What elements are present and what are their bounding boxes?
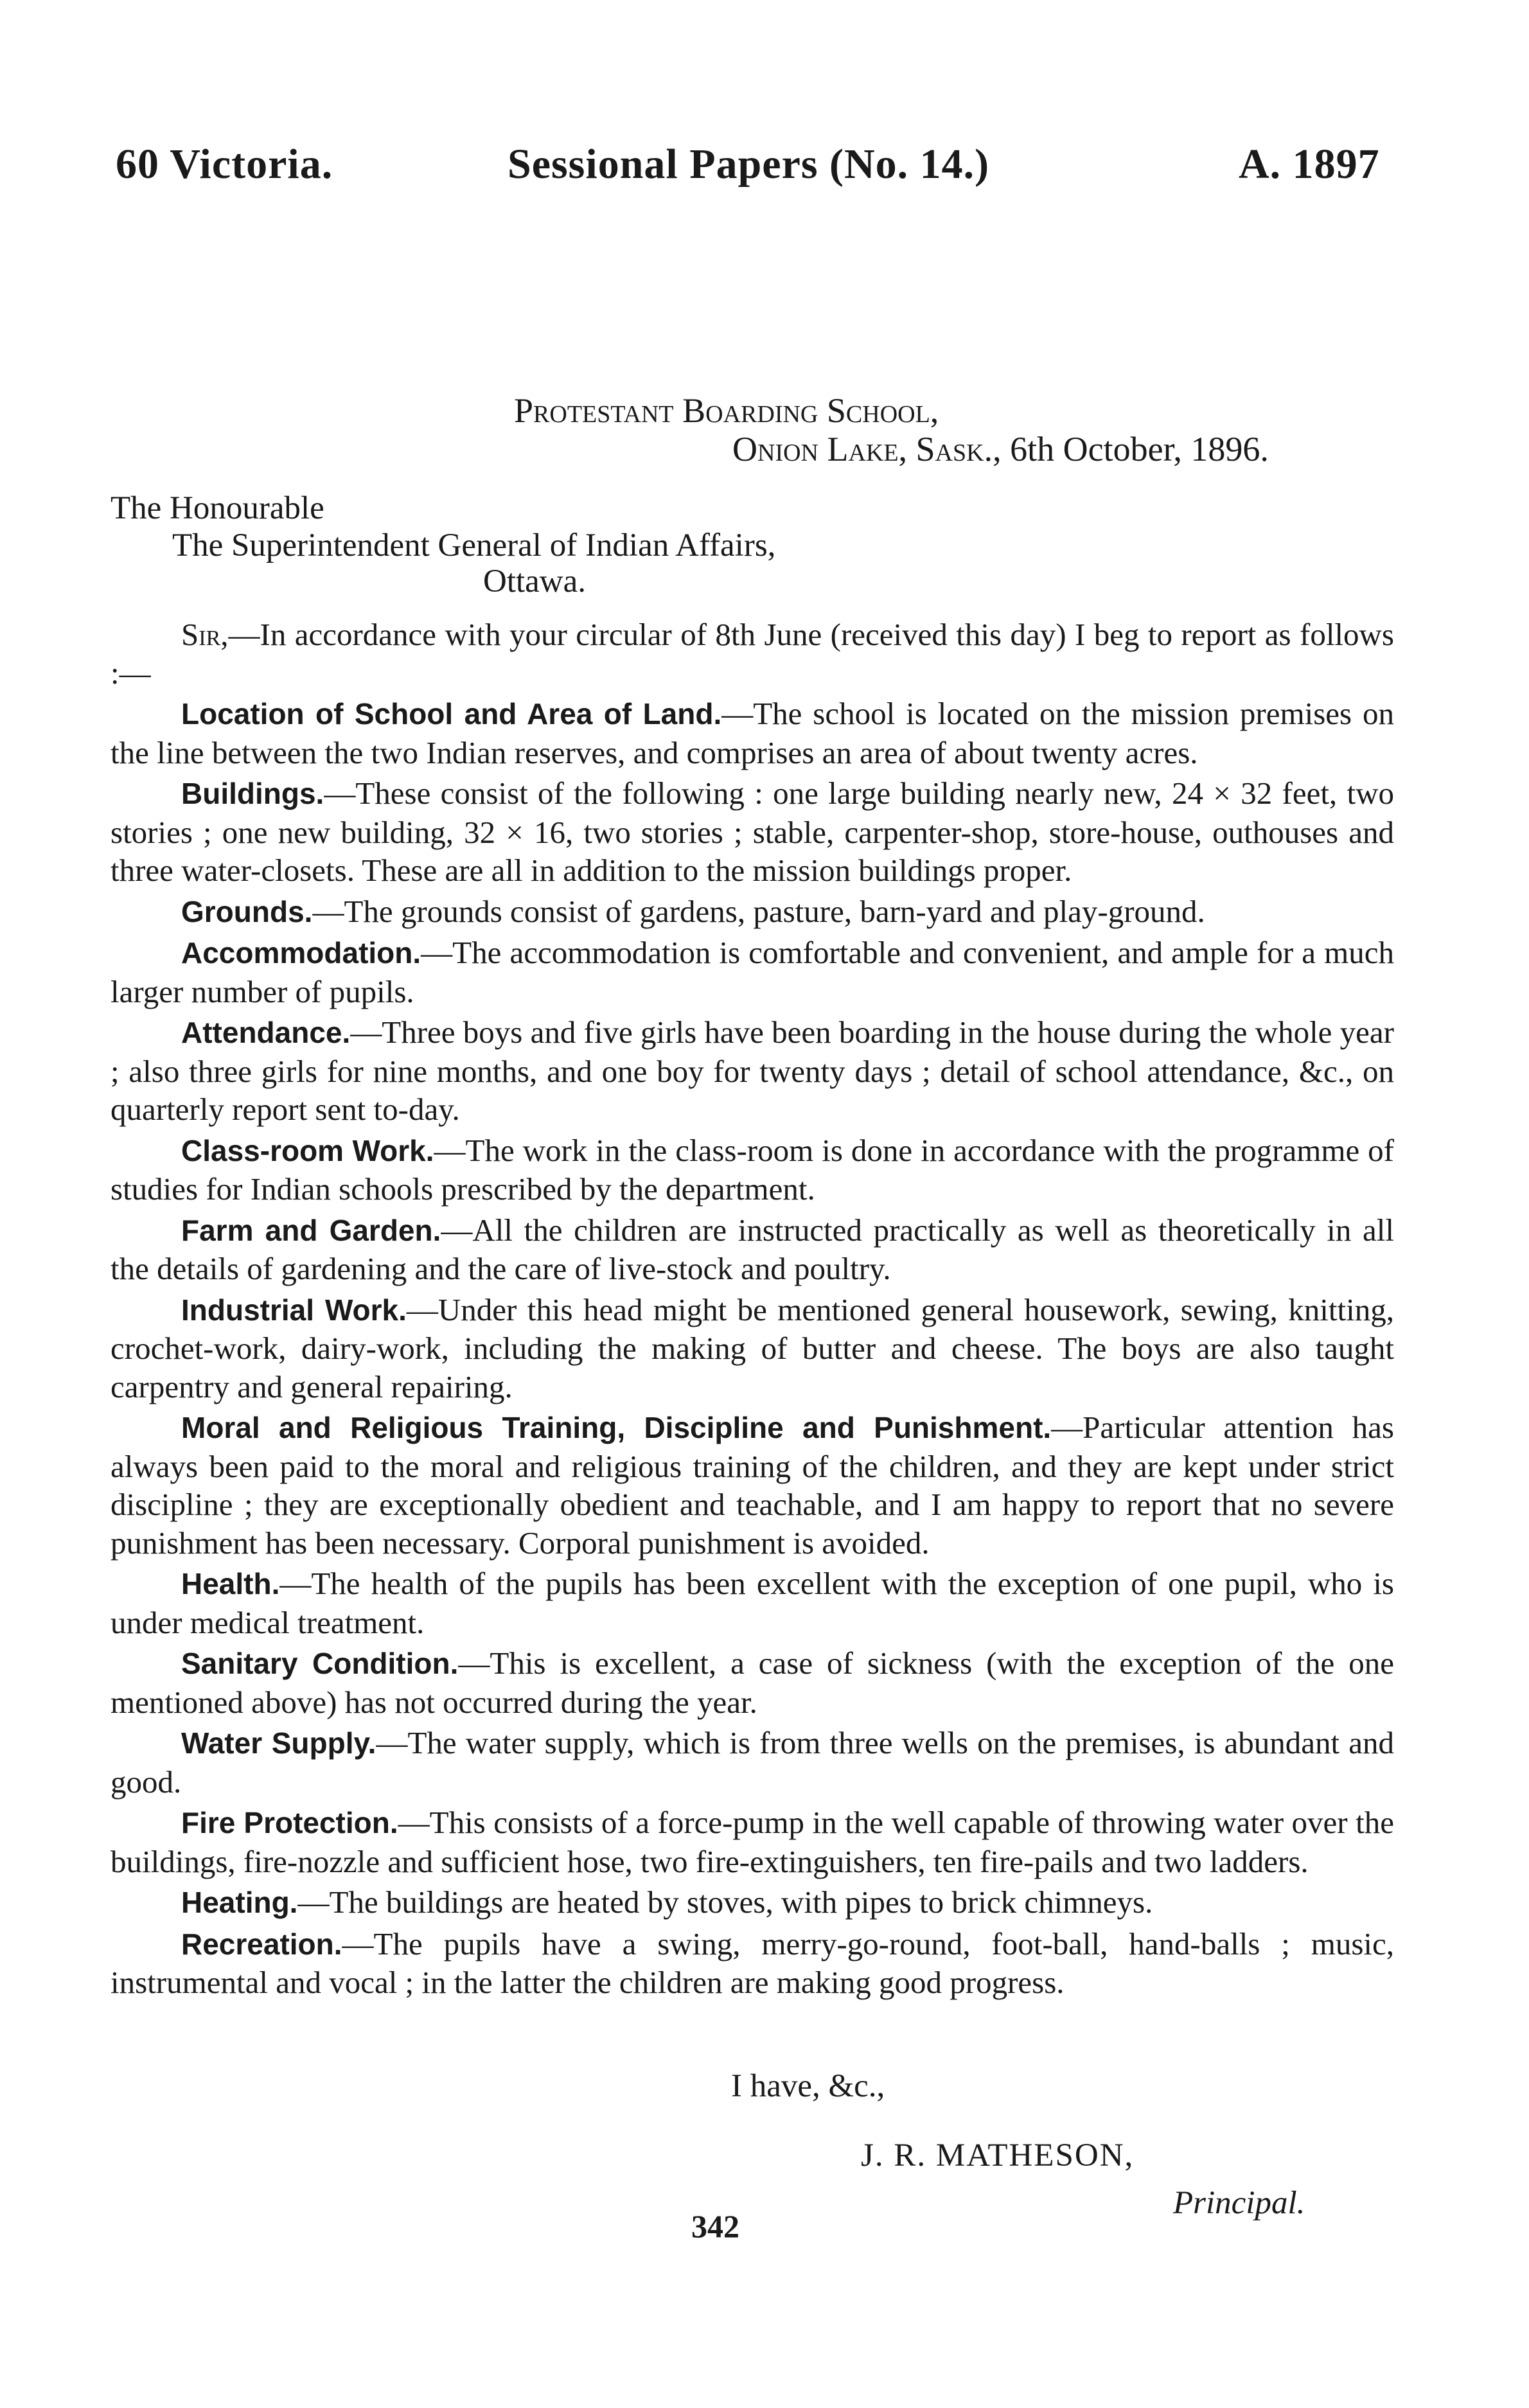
recipient-line-3: Ottawa. <box>483 563 587 599</box>
section-heading: Class-room Work. <box>181 1133 434 1167</box>
salutation-text: ,—In accordance with your circular of 8th June (received this day) I beg to report as follows :— <box>110 617 1394 691</box>
header-volume: 60 Victoria. <box>116 141 333 188</box>
section-heading: Grounds. <box>181 894 313 928</box>
section-heading: Water Supply. <box>181 1726 376 1760</box>
section-accommodation <box>110 934 1394 1011</box>
section-attendance <box>110 1013 1394 1129</box>
section-location <box>110 695 1394 772</box>
address-school: Protestant Boarding School, <box>514 391 939 430</box>
section-heading: Location of School and Area of Land. <box>181 697 722 730</box>
section-heading: Sanitary Condition. <box>181 1647 459 1680</box>
section-grounds <box>110 892 1394 932</box>
section-buildings <box>110 774 1394 890</box>
section-text: —These consist of the following : one large building nearly new, 24 × 32 feet, two stories ; one new building, 32 × 16, two stories ; stable, carpenter-shop, store-house, outhouses and three water-closets. These are all in addition to the mission buildings proper. <box>110 775 1394 888</box>
section-text: —Three boys and five girls have been boarding in the house during the whole year ; also three girls for nine months, and one boy for twenty days ; detail of school attendance, &c., on quarterly report sent to-day. <box>110 1014 1394 1127</box>
section-text: —Under this head might be mentioned general housework, sewing, knitting, crochet-work, dairy-work, including the making of butter and cheese. The boys are also taught carpentry and general repairing. <box>110 1291 1394 1404</box>
page-header <box>0 140 1529 198</box>
address-place: Onion Lake, Sask. <box>732 430 993 468</box>
section-text: —The grounds consist of gardens, pasture, barn-yard and play-ground. <box>312 893 1205 929</box>
section-text: —The accommodation is comfortable and convenient, and ample for a much larger number of pupils. <box>110 935 1394 1009</box>
section-text: —This consists of a force-pump in the well capable of throwing water over the buildings, fire-nozzle and sufficient hose, two fire-extinguishers, ten fire-pails and two ladders. <box>110 1805 1394 1879</box>
section-recreation <box>110 1925 1394 2002</box>
section-heading: Industrial Work. <box>181 1293 407 1327</box>
section-heading: Heating. <box>181 1886 298 1919</box>
section-heading: Attendance. <box>181 1016 351 1049</box>
header-year: A. 1897 <box>1239 141 1380 188</box>
section-heading: Health. <box>181 1567 280 1600</box>
section-text: —All the children are instructed practically as well as theoretically in all the details of gardening and the care of live-stock and poultry. <box>110 1212 1394 1286</box>
signature: J. R. MATHESON, <box>861 2138 1135 2173</box>
section-heating <box>110 1883 1394 1922</box>
section-heading: Accommodation. <box>181 936 421 969</box>
section-health <box>110 1564 1394 1642</box>
section-text: —This is excellent, a case of sickness (with the exception of the one mentioned above) has not occurred during the year. <box>110 1645 1395 1720</box>
closing-line: I have, &c., <box>731 2068 885 2104</box>
section-moral-training <box>110 1408 1394 1562</box>
header-title: Sessional Papers (No. 14.) <box>508 141 990 188</box>
section-heading: Buildings. <box>181 777 324 810</box>
address-place-date <box>732 429 1269 469</box>
section-heading: Recreation. <box>181 1927 342 1961</box>
salutation-sir: Sir <box>181 617 221 652</box>
recipient-line-2: The Superintendent General of Indian Affairs, <box>172 527 776 563</box>
section-text: —Particular attention has always been paid to the moral and religious training of the children, and they are kept under strict discipline ; they are exceptionally obedient and teachable, and I am happy to report that no severe punishment has been necessary. Corporal punishment is avoided. <box>110 1410 1394 1561</box>
address-date: , 6th October, 1896. <box>993 430 1269 468</box>
salutation-paragraph <box>110 615 1394 692</box>
page-number: 342 <box>691 2208 739 2244</box>
section-water-supply <box>110 1724 1394 1801</box>
section-sanitary <box>110 1644 1394 1721</box>
section-text: —The work in the class-room is done in accordance with the programme of studies for Indian schools prescribed by the department. <box>110 1132 1394 1207</box>
letter-body <box>110 615 1394 2002</box>
signatory-title: Principal. <box>1173 2185 1305 2221</box>
section-text: —The school is located on the mission premises on the line between the two Indian reserves, and comprises an area of about twenty acres. <box>110 696 1394 770</box>
section-text: —The health of the pupils has been excellent with the exception of one pupil, who is under medical treatment. <box>110 1566 1394 1640</box>
section-heading: Fire Protection. <box>181 1806 398 1839</box>
section-heading: Farm and Garden. <box>181 1213 441 1247</box>
section-text: —The pupils have a swing, merry-go-round, foot-ball, hand-balls ; music, instrumental and vocal ; in the latter the children are making good progress. <box>110 1926 1394 2000</box>
section-farm-garden <box>110 1211 1394 1288</box>
section-text: —The water supply, which is from three wells on the premises, is abundant and good. <box>110 1725 1394 1800</box>
section-industrial-work <box>110 1291 1394 1406</box>
section-class-room-work <box>110 1131 1394 1208</box>
section-text: —The buildings are heated by stoves, with pipes to brick chimneys. <box>297 1884 1153 1920</box>
recipient-line-1: The Honourable <box>110 490 324 526</box>
section-fire-protection <box>110 1803 1394 1881</box>
section-heading: Moral and Religious Training, Discipline and Punishment. <box>181 1411 1052 1444</box>
